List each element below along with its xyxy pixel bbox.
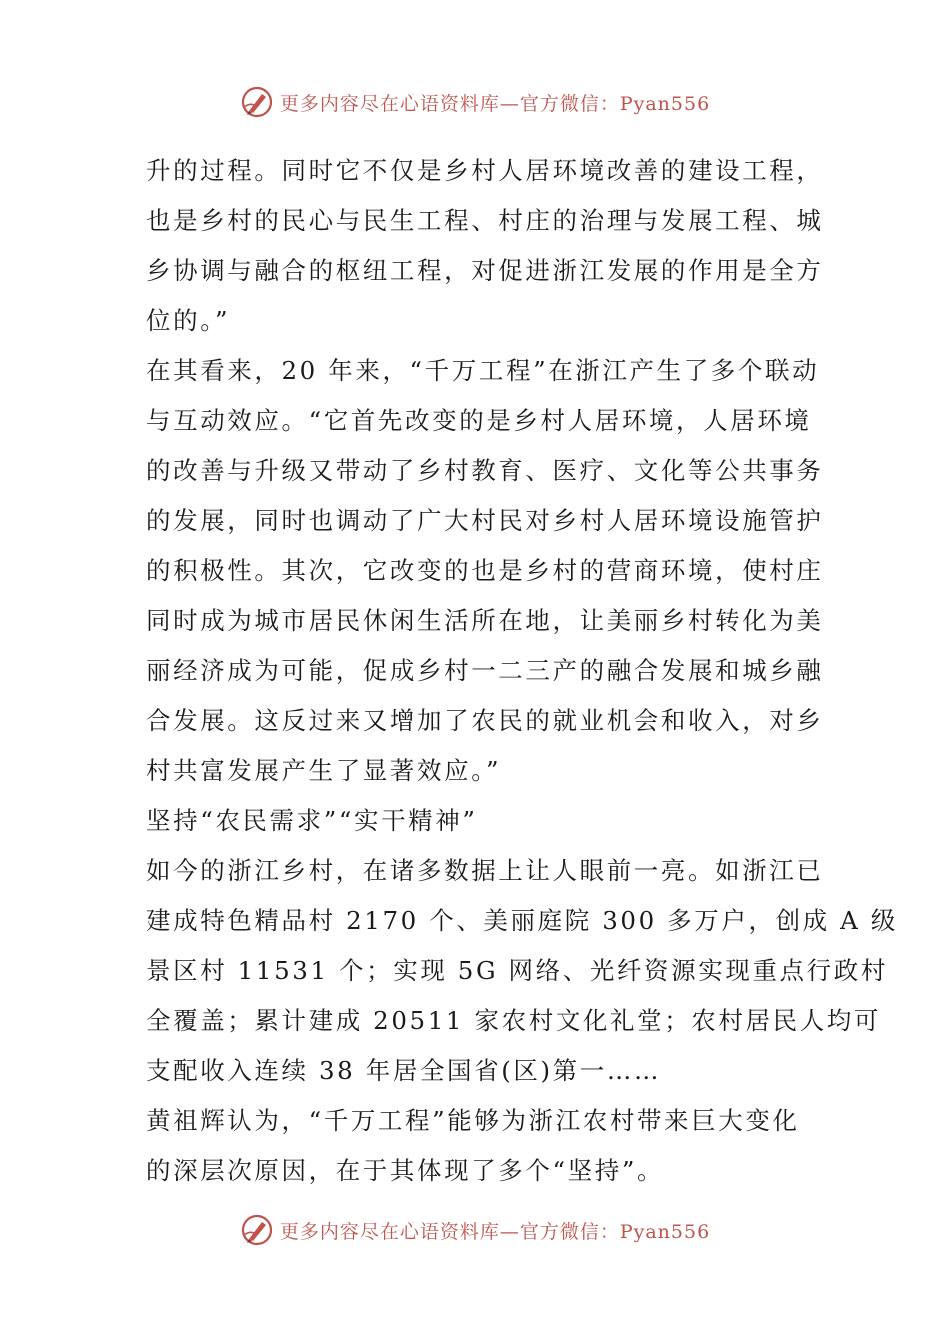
pen-in-circle-icon — [240, 85, 274, 119]
body-line: 的深层次原因，在于其体现了多个“坚持”。 — [146, 1156, 665, 1185]
body-line: 支配收入连续 38 年居全国省(区)第一…… — [146, 1056, 662, 1085]
body-line: 同时成为城市居民休闲生活所在地，让美丽乡村转化为美 — [146, 606, 824, 635]
document-body — [146, 146, 898, 1196]
body-line: 也是乡村的民心与民生工程、村庄的治理与发展工程、城 — [146, 206, 824, 235]
body-line: 村共富发展产生了显著效应。” — [146, 756, 502, 785]
body-line: 位的。” — [146, 306, 231, 335]
body-line: 全覆盖；累计建成 20511 家农村文化礼堂；农村居民人均可 — [146, 1006, 882, 1035]
footer-banner-text: 更多内容尽在心语资料库—官方微信：Pyan556 — [279, 1220, 711, 1243]
body-line: 的积极性。其次，它改变的也是乡村的营商环境，使村庄 — [146, 556, 824, 585]
pen-in-circle-icon — [240, 1213, 274, 1247]
body-line: 丽经济成为可能，促成乡村一二三产的融合发展和城乡融 — [146, 656, 824, 685]
body-line: 合发展。这反过来又增加了农民的就业机会和收入，对乡 — [146, 706, 824, 735]
body-line: 的发展，同时也调动了广大村民对乡村人居环境设施管护 — [146, 506, 824, 535]
body-line: 在其看来，20 年来，“千万工程”在浙江产生了多个联动 — [146, 356, 820, 385]
body-line: 升的过程。同时它不仅是乡村人居环境改善的建设工程， — [146, 156, 824, 185]
footer-banner — [0, 1210, 950, 1250]
body-line: 乡协调与融合的枢纽工程，对促进浙江发展的作用是全方 — [146, 256, 824, 285]
header-banner-text: 更多内容尽在心语资料库—官方微信：Pyan556 — [279, 92, 711, 115]
body-line: 黄祖辉认为，“千万工程”能够为浙江农村带来巨大变化 — [146, 1106, 800, 1135]
body-line: 景区村 11531 个；实现 5G 网络、光纤资源实现重点行政村 — [146, 956, 888, 985]
body-line: 的改善与升级又带动了乡村教育、医疗、文化等公共事务 — [146, 456, 824, 485]
section-heading: 坚持“农民需求”“实干精神” — [146, 806, 478, 835]
header-banner — [0, 82, 950, 122]
body-line: 与互动效应。“它首先改变的是乡村人居环境，人居环境 — [146, 406, 812, 435]
body-line: 如今的浙江乡村，在诸多数据上让人眼前一亮。如浙江已 — [146, 856, 824, 885]
body-line: 建成特色精品村 2170 个、美丽庭院 300 多万户，创成 A 级 — [146, 906, 898, 935]
